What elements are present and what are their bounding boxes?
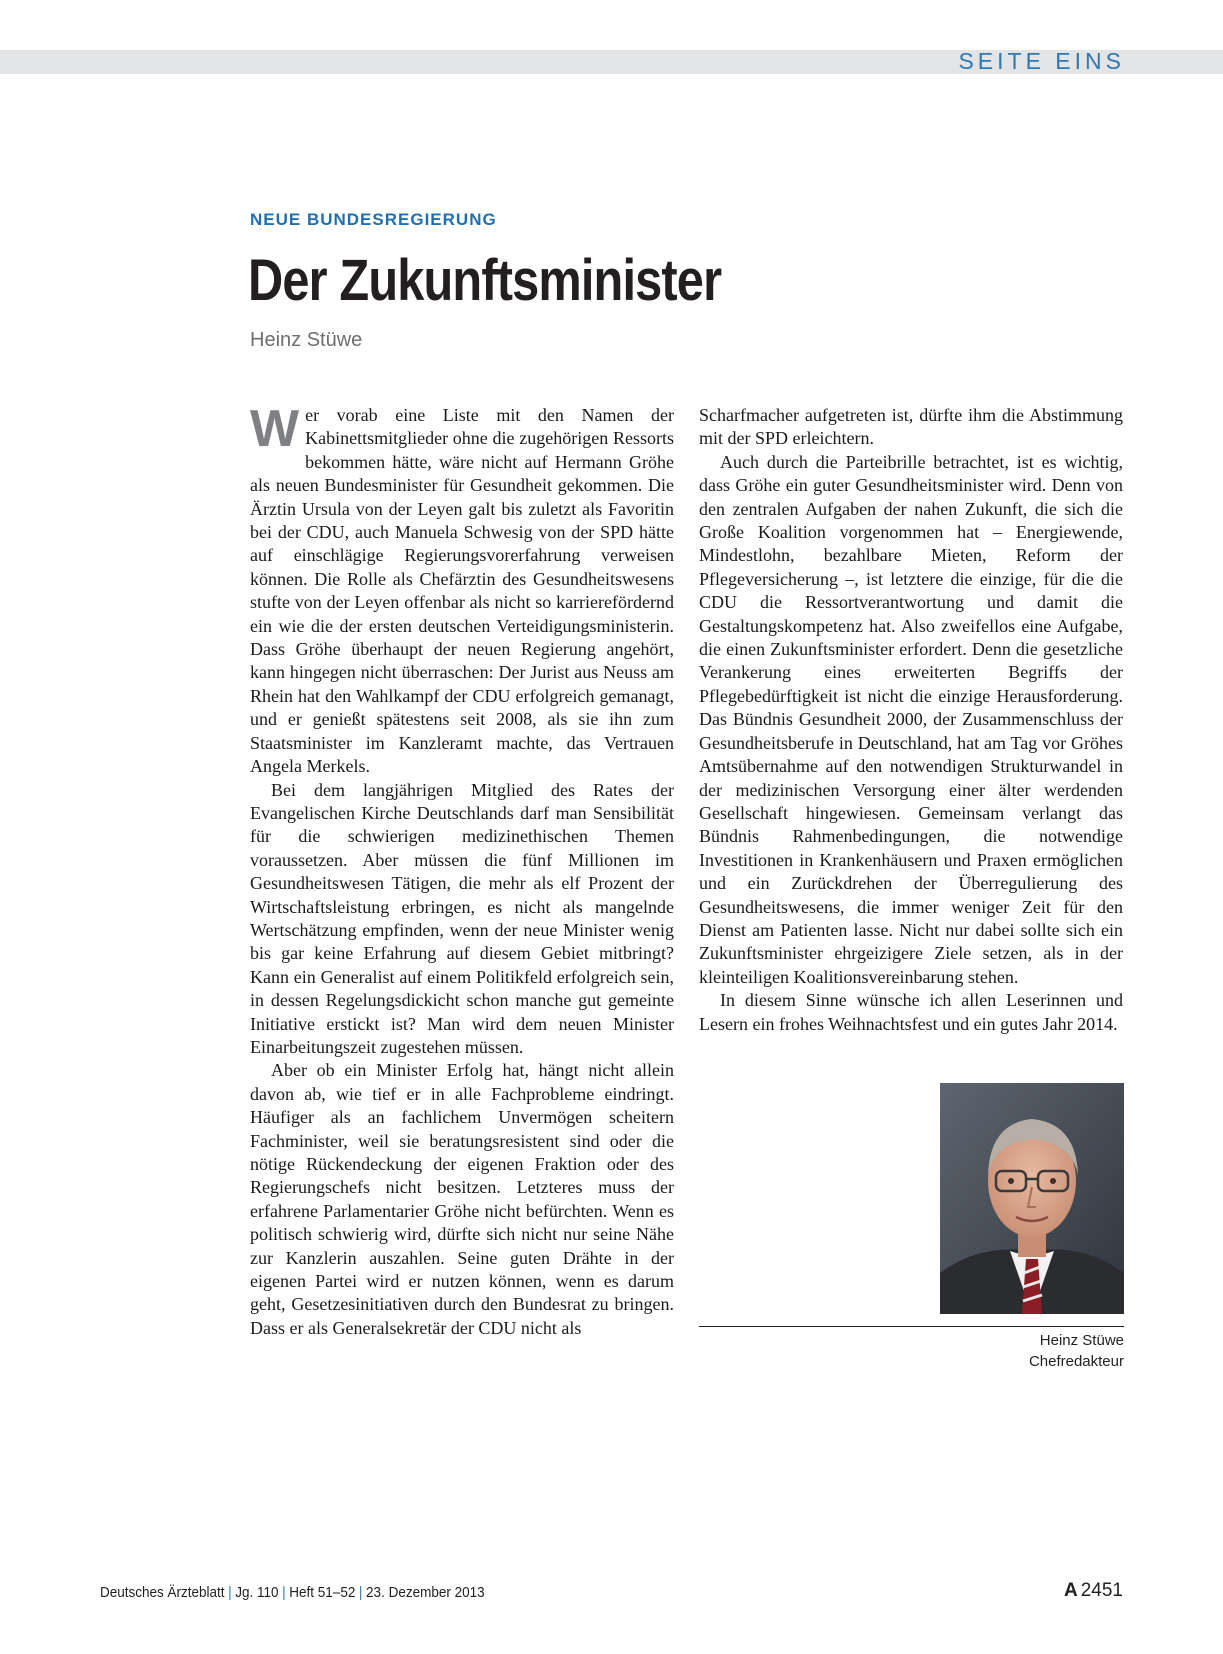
footer-volume: Jg. 110	[235, 1584, 279, 1601]
paragraph-text: er vorab eine Liste mit den Namen der Kabinettsmitglieder ohne die zugehörigen Ressorts bekommen hätte, wäre nicht auf Hermann Gröhe als neuen Bundesminister für Gesundheit gekommen. Die Ärztin Ursula von der Leyen galt bis zuletzt als Favoritin bei der CDU, auch Manuela Schwesig von der SPD hätte auf einschlägige Regierungsvorerfahrung verweisen können. Die Rolle als Chefärztin des Gesundheitswesens stufte von der Leyen offenbar als nicht so karrierefördernd ein wie die der ersten deutschen Verteidigungsministerin. Dass Gröhe überhaupt der neuen Regierung angehört, kann hingegen nicht überraschen: Der Jurist aus Neuss am Rhein hat den Wahlkampf der CDU erfolgreich gemanagt, und er genießt spätestens seit 2008, als sie ihn zum Staatsminister im Kanzleramt machte, das Vertrauen Angela Merkels.	[250, 405, 674, 777]
footer-citation	[100, 1584, 485, 1601]
article-paragraph: Scharfmacher aufgetreten ist, dürfte ihm die Abstimmung mit der SPD erleichtern.	[699, 405, 1123, 449]
caption-role: Chefredakteur	[1028, 1353, 1124, 1370]
footer-separator: |	[228, 1584, 232, 1601]
section-label: SEITE EINS	[958, 48, 1125, 74]
footer-separator: |	[282, 1584, 286, 1601]
article-column-right	[699, 404, 1123, 1036]
footer-date: 23. Dezember 2013	[366, 1584, 485, 1601]
page-number-value: 2451	[1080, 1580, 1123, 1601]
footer-issue: Heft 51–52	[289, 1584, 356, 1601]
article-paragraph	[250, 400, 674, 779]
article-paragraph: Aber ob ein Minister Erfolg hat, hängt nicht allein davon ab, wie tief er in alle Fachprobleme eindringt. Häufiger als an fachlichem Unvermögen scheitern Fachminister, weil sie beratungsresistent sind oder die nötige Rückendeckung der eigenen Fraktion oder des Regierungschefs nicht besitzen. Letzteres muss der erfahrene Parlamentarier Gröhe nicht befürchten. Wenn es politisch schwierig wird, dürfte sich nicht nur seine Nähe zur Kanzlerin auszahlen. Seine guten Drähte in der eigenen Partei wird er nutzen können, wenn es darum geht, Gesetzesinitiativen durch den Bundesrat zu bringen. Dass er als Generalsekretär der CDU nicht als	[250, 1060, 674, 1338]
article-kicker: NEUE BUNDESREGIERUNG	[250, 210, 497, 229]
article-title: Der Zukunftsminister	[248, 248, 722, 313]
article-paragraph: Bei dem langjährigen Mitglied des Rates der Evangelischen Kirche Deutschlands darf man Sensibilität für die schwierigen medizinethischen Themen voraussetzen. Aber müssen die fünf Millionen im Gesundheitswesen Tätigen, die mehr als elf Prozent der Wirtschaftsleistung erbringen, es nicht als mangelnde Wertschätzung empfinden, wenn der neue Minister wenig bis gar keine Erfahrung auf diesem Gebiet mitbringt? Kann ein Generalist auf einem Politikfeld erfolgreich sein, in dessen Regelungsdickicht schon manche gut gemeinte Initiative erstickt ist? Man wird dem neuen Minister Einarbeitungszeit zugestehen müssen.	[250, 779, 674, 1057]
article-column-left	[250, 400, 674, 1340]
footer-journal: Deutsches Ärzteblatt	[100, 1584, 225, 1601]
page-prefix: A	[1063, 1580, 1078, 1601]
caption-rule	[699, 1326, 1124, 1327]
article-paragraph: In diesem Sinne wünsche ich allen Leserinnen und Lesern ein frohes Weihnachtsfest und ein gutes Jahr 2014.	[699, 990, 1123, 1034]
author-portrait	[940, 1083, 1124, 1314]
portrait-caption	[1029, 1330, 1124, 1372]
page-number	[1064, 1580, 1123, 1602]
drop-cap: W	[250, 400, 300, 458]
footer-separator: |	[358, 1584, 363, 1601]
article-author: Heinz Stüwe	[250, 329, 363, 351]
caption-name: Heinz Stüwe	[1039, 1332, 1124, 1349]
article-paragraph: Auch durch die Parteibrille betrachtet, ist es wichtig, dass Gröhe ein guter Gesundheitsminister wird. Denn von den zentralen Aufgaben der nahen Zukunft, die sich die Große Koalition vorgenommen hat – Energiewende, Mindestlohn, bezahlbare Mieten, Reform der Pflegeversicherung –, ist letztere die einzige, für die die CDU die Ressortverantwortung und damit die Gestaltungskompetenz hat. Also zweifellos eine Aufgabe, die einen Zukunftsminister erfordert. Denn die gesetzliche Verankerung eines erweiterten Begriffs der Pflegebedürftigkeit ist nicht die einzige Herausforderung. Das Bündnis Gesundheit 2000, der Zusammenschluss der Gesundheitsberufe in Deutschland, hat am Tag vor Gröhes Amtsübernahme auf den notwendigen Strukturwandel in der medizinischen Versorgung einer älter werdenden Gesellschaft hingewiesen. Gemeinsam verlangt das Bündnis Rahmenbedingungen, die notwendige Investitionen in Krankenhäusern und Praxen ermöglichen und ein Zurückdrehen der Überregulierung des Gesundheitswesens, die immer weniger Zeit für den Dienst am Patienten lasse. Nicht nur dabei sollte sich ein Zukunftsminister ehrgeizigere Ziele setzen, als in der kleinteiligen Koalitionsvereinbarung stehen.	[699, 451, 1123, 987]
